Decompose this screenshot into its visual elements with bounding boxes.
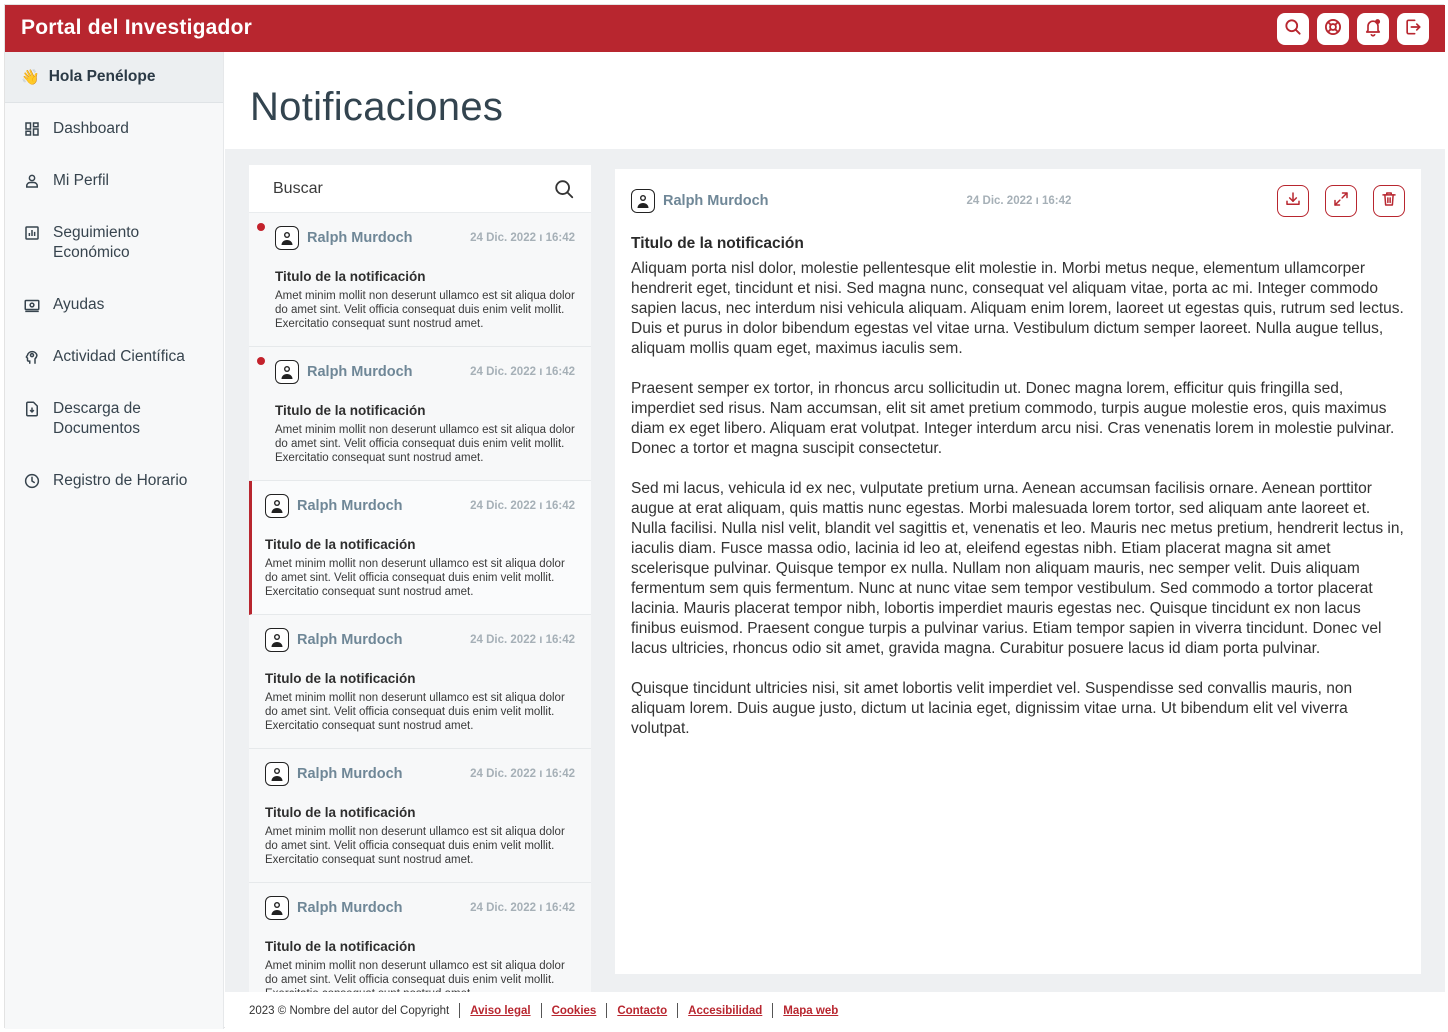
notification-header	[265, 481, 575, 525]
notification-excerpt: Amet minim mollit non deserunt ullamco est sit aliqua dolor do amet sint. Velit officia consequat duis enim velit mollit. Exercitatio consequat sunt nostrud amet.	[275, 290, 575, 330]
notification-header	[275, 213, 575, 257]
sidebar-item-dashboard[interactable]	[5, 103, 223, 155]
divider	[459, 1003, 460, 1018]
clock-icon	[23, 472, 41, 490]
detail-actions	[1277, 185, 1405, 217]
notification-date: 24 Dic. 2022 ı 16:42	[470, 768, 575, 780]
notification-excerpt: Amet minim mollit non deserunt ullamco est sit aliqua dolor do amet sint. Velit officia consequat duis enim velit mollit. Exercitatio consequat sunt nostrud amet.	[265, 558, 565, 598]
notification-date: 24 Dic. 2022 ı 16:42	[470, 634, 575, 646]
sidebar-item-label: Mi Perfil	[53, 172, 109, 189]
notification-header	[265, 883, 575, 927]
sidebar-item-profile[interactable]	[5, 155, 223, 207]
notifications-button[interactable]	[1357, 13, 1389, 45]
unread-dot	[257, 223, 265, 231]
sidebar	[5, 52, 224, 1029]
notification-date: 24 Dic. 2022 ı 16:42	[470, 366, 575, 378]
notification-header	[275, 347, 575, 391]
footer-link-contact[interactable]: Contacto	[617, 1004, 668, 1017]
divider	[541, 1003, 542, 1018]
detail-paragraph: Aliquam porta nisl dolor, molestie pellentesque elit molestie in. Morbi metus neque, elementum ullamcorper hendrerit eget, tincidunt et nisi. Sed magna nunc, consequat vel aliquam vitae, porta ac mi. Integer commodo sapien lacus, nec interdum nisi vehicula aliquam. Aliquam enim lorem, laoreet ut egestas quis, rutrum sed lectus. Duis et purus in dolor bibendum egestas vel vitae urna. Vestibulum dictum semper laoreet. Nulla augue tellus, aliquam mollis quam eget, maximus iaculis sem.	[631, 260, 1404, 357]
search-box	[249, 165, 591, 213]
notification-list	[249, 213, 591, 1017]
sidebar-nav	[5, 103, 223, 507]
sidebar-item-label: Ayudas	[53, 296, 105, 313]
user-icon	[23, 172, 41, 190]
help-button[interactable]	[1317, 13, 1349, 45]
detail-paragraph: Sed mi lacus, vehicula id ex nec, vulputate pretium urna. Aenean accumsan facilisis ornare. Aenean porttitor augue at erat aliquam, quis mattis nunc egestas. Morbi malesuada lorem tortor, sed aliquam ante laoreet et. Nulla facilisi. Nulla nisl velit, blandit vel sagittis et, venenatis et leo. Mauris nec metus pretium, hendrerit lectus in, iaculis diam. Fusce massa odio, lacinia id leo at, eleifend egestas nibh. Etiam placerat magna sit amet scelerisque pulvinar. Quisque tempor ex nulla. Nullam non aliquam mauris, nec semper velit. Duis aliquam fermentum sem quis fermentum. Nunc at nunc vitae sem tempor vestibulum. Sed commodo a tortor placerat lacinia. Mauris placerat tempor nibh, lobortis imperdiet mauris egestas nec. Quisque tincidunt ex non lacus finibus euismod. Praesent congue turpis a pulvinar varius. Etiam tempor sapien in viverra tincidunt. Donec vel lacus ultricies, rhoncus odio sit amet, gravida magna. Curabitur posuere lacus id diam porta pulvinar.	[631, 480, 1404, 657]
notification-sender: Ralph Murdoch	[297, 900, 403, 916]
notification-sender: Ralph Murdoch	[307, 364, 413, 380]
delete-button[interactable]	[1373, 185, 1405, 217]
search-button[interactable]	[1277, 13, 1309, 45]
notification-detail-panel	[615, 169, 1421, 974]
avatar	[275, 360, 299, 384]
user-greeting	[5, 52, 223, 103]
download-icon	[1284, 190, 1302, 213]
chart-icon	[23, 224, 41, 242]
dashboard-icon	[23, 120, 41, 138]
avatar	[265, 896, 289, 920]
sidebar-item-label: Seguimiento Económico	[53, 224, 140, 261]
avatar	[631, 189, 655, 213]
unread-dot	[257, 357, 265, 365]
detail-body	[631, 259, 1405, 739]
sidebar-item-document-download[interactable]	[5, 383, 223, 455]
avatar	[265, 762, 289, 786]
footer-link-legal[interactable]: Aviso legal	[470, 1004, 531, 1017]
main-content	[225, 52, 1445, 1029]
expand-button[interactable]	[1325, 185, 1357, 217]
notification-item[interactable]	[249, 213, 591, 347]
notification-title: Titulo de la notificación	[275, 269, 426, 284]
money-icon	[23, 296, 41, 314]
detail-sender: Ralph Murdoch	[663, 193, 769, 209]
detail-date: 24 Dic. 2022 ı 16:42	[966, 195, 1072, 207]
footer-link-cookies[interactable]: Cookies	[551, 1004, 597, 1017]
divider	[772, 1003, 773, 1018]
copyright-text: 2023 © Nombre del autor del Copyright	[249, 1004, 450, 1017]
sidebar-item-label: Actividad Científica	[53, 348, 185, 365]
search-icon	[1283, 17, 1303, 42]
trash-icon	[1380, 190, 1398, 213]
notification-header	[265, 749, 575, 793]
notification-sender: Ralph Murdoch	[297, 498, 403, 514]
notification-excerpt: Amet minim mollit non deserunt ullamco est sit aliqua dolor do amet sint. Velit officia consequat duis enim velit mollit. Exercitatio consequat sunt nostrud amet.	[265, 692, 565, 732]
divider	[606, 1003, 607, 1018]
avatar	[275, 226, 299, 250]
avatar	[265, 628, 289, 652]
expand-icon	[1332, 190, 1350, 213]
notification-item[interactable]	[249, 481, 591, 615]
app-window	[4, 4, 1444, 1028]
logout-icon	[1403, 17, 1423, 42]
notification-sender: Ralph Murdoch	[307, 230, 413, 246]
sidebar-item-economic-tracking[interactable]	[5, 207, 223, 279]
footer-link-accessibility[interactable]: Accesibilidad	[688, 1004, 763, 1017]
sidebar-item-label: Registro de Horario	[53, 472, 188, 489]
logout-button[interactable]	[1397, 13, 1429, 45]
notification-list-panel	[249, 165, 591, 992]
help-lifebuoy-icon	[1323, 17, 1343, 42]
notification-title: Titulo de la notificación	[265, 805, 416, 820]
notification-excerpt: Amet minim mollit non deserunt ullamco est sit aliqua dolor do amet sint. Velit officia consequat duis enim velit mollit. Exercitatio consequat sunt nostrud amet.	[275, 424, 575, 464]
notification-title: Titulo de la notificación	[265, 671, 416, 686]
top-bar	[5, 5, 1445, 52]
page-title: Notificaciones	[250, 85, 504, 129]
sidebar-item-label: Descarga de Documentos	[53, 400, 141, 437]
notification-item[interactable]	[249, 749, 591, 883]
download-button[interactable]	[1277, 185, 1309, 217]
notification-item[interactable]	[249, 347, 591, 481]
sidebar-item-scientific-activity[interactable]	[5, 331, 223, 383]
sidebar-item-time-log[interactable]	[5, 455, 223, 507]
notification-bell-icon	[1363, 17, 1383, 42]
sidebar-item-label: Dashboard	[53, 120, 129, 137]
notification-excerpt: Amet minim mollit non deserunt ullamco est sit aliqua dolor do amet sint. Velit officia consequat duis enim velit mollit. Exercitatio consequat sunt nostrud amet.	[265, 826, 565, 866]
notification-date: 24 Dic. 2022 ı 16:42	[470, 500, 575, 512]
greeting-text: Hola Penélope	[48, 68, 156, 85]
notification-date: 24 Dic. 2022 ı 16:42	[470, 902, 575, 914]
avatar	[265, 494, 289, 518]
search-input[interactable]	[273, 180, 553, 198]
top-actions	[1277, 13, 1429, 45]
notification-title: Titulo de la notificación	[265, 537, 416, 552]
waving-hand-icon: 👋	[21, 69, 40, 86]
document-download-icon	[23, 400, 41, 418]
detail-header	[631, 185, 1405, 217]
notification-header	[265, 615, 575, 659]
detail-title: Titulo de la notificación	[631, 235, 804, 252]
brain-icon	[23, 348, 41, 366]
detail-paragraph: Praesent semper ex tortor, in rhoncus arcu sollicitudin ut. Donec magna lorem, efficitur quis fringilla sed, imperdiet sed risus. Nam accumsan, elit sit amet pretium commodo, turpis augue molestie eros, quis maximus diam ex eget libero. Aliquam erat volutpat. Integer interdum arcu nisi. Cras venenatis lorem in molestie pulvinar. Donec a tortor et magna suscipit consectetur.	[631, 380, 1395, 457]
footer	[225, 992, 1445, 1029]
notification-date: 24 Dic. 2022 ı 16:42	[470, 232, 575, 244]
footer-link-sitemap[interactable]: Mapa web	[783, 1004, 839, 1017]
notification-sender: Ralph Murdoch	[297, 766, 403, 782]
sidebar-item-grants[interactable]	[5, 279, 223, 331]
app-title: Portal del Investigador	[21, 16, 252, 39]
detail-paragraph: Quisque tincidunt ultricies nisi, sit amet lobortis velit imperdiet vel. Suspendisse sed convallis mauris, non aliquam lorem. Duis augue justo, dictum ut lacinia eget, dignissim vitae urna. Ut bibendum elit vel viverra volutpat.	[631, 680, 1353, 737]
notification-title: Titulo de la notificación	[265, 939, 416, 954]
notification-title: Titulo de la notificación	[275, 403, 426, 418]
notification-item[interactable]	[249, 615, 591, 749]
page-header	[225, 52, 1445, 149]
divider	[677, 1003, 678, 1018]
search-icon[interactable]	[553, 178, 575, 200]
notification-excerpt: Amet minim mollit non deserunt ullamco est sit aliqua dolor do amet sint. Velit officia consequat duis enim velit mollit.	[265, 960, 565, 986]
notification-sender: Ralph Murdoch	[297, 632, 403, 648]
